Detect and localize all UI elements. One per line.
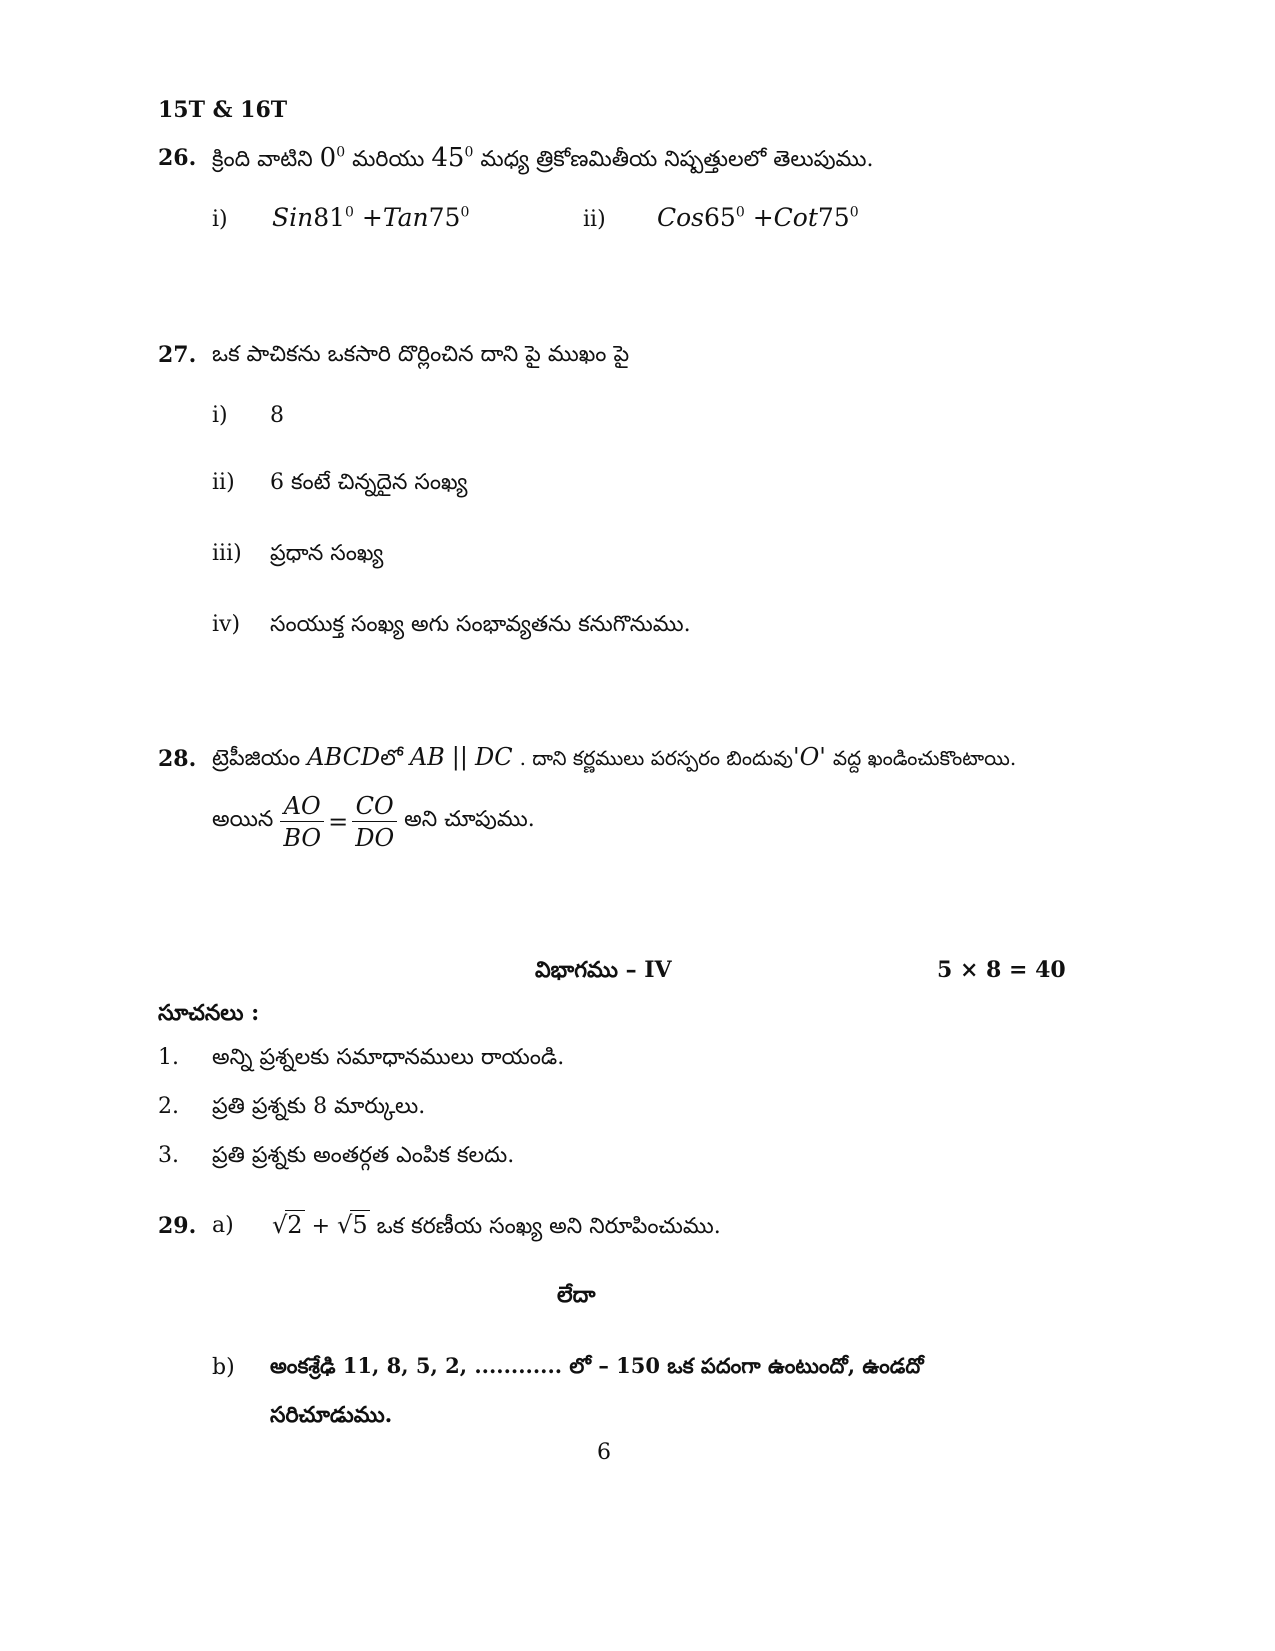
q27-option-label: iv) <box>212 612 241 637</box>
instruction-text: అన్ని ప్రశ్నలకు సమాధానములు రాయండి. <box>212 1045 565 1070</box>
q27-option-label: iii) <box>212 541 242 566</box>
q29-number: 29. <box>158 1213 197 1239</box>
instructions-title: సూచనలు : <box>158 1000 260 1026</box>
q27-option-text: ప్రధాన సంఖ్య <box>270 541 384 566</box>
q26-part-ii-label: ii) <box>583 207 606 232</box>
q28-text: ట్రెపీజియం ABCDలో AB || DC . దాని కర్ణములు పరస్పరం బిందువు'O' వద్ద ఖండించుకొంటాయి. <box>212 743 1017 771</box>
paper-code: 15T & 16T <box>158 97 288 123</box>
q29-part-b-line1: అంకశ్రేఢి 11, 8, 5, 2, ............ లో – 150 ఒక పదంగా ఉంటుందో, ఉండదో <box>270 1353 924 1378</box>
q27-option-text: సంయుక్త సంఖ్య అగు సంభావ్యతను కనుగొనుము. <box>270 612 691 637</box>
page-number: 6 <box>597 1440 611 1465</box>
q29-part-b-line2: సరిచూడుము. <box>270 1402 393 1428</box>
instruction-number: 2. <box>158 1094 179 1119</box>
q27-option-text: 8 <box>270 403 284 428</box>
fraction-ao-bo: $\frac{AO}{BO}$ <box>280 792 324 852</box>
q26-part-i-label: i) <box>212 207 228 232</box>
q27-option-label: i) <box>212 403 228 428</box>
q29-part-a-text: √2 + √5 ఒక కరణీయ సంఖ్య అని నిరూపించుము. <box>272 1211 721 1239</box>
q26-part-ii-expression: $Cos65^0 +Cot75^0$ <box>657 203 859 232</box>
instruction-number: 1. <box>158 1045 179 1070</box>
q27-text: ఒక పాచికను ఒకసారి దొర్లించిన దాని పై ముఖం పై <box>212 342 630 367</box>
or-separator: లేదా <box>557 1282 596 1308</box>
instruction-number: 3. <box>158 1143 179 1168</box>
q26-number: 26. <box>158 145 197 171</box>
section-title: విభాగము – IV <box>535 957 672 983</box>
q26-part-i-expression: $Sin81^0 +Tan75^0$ <box>272 203 470 232</box>
q26-text: క్రింది వాటిని $0^0$ మరియు $45^0$ మధ్య త్రికోణమితీయ నిష్పత్తులలో తెలుపుము. <box>212 143 874 173</box>
q27-option-label: ii) <box>212 470 235 495</box>
q28-fraction-line: అయిన $\frac{AO}{BO}$ = $\frac{CO}{DO}$ అని చూపుము. <box>212 792 535 852</box>
instruction-text: ప్రతి ప్రశ్నకు 8 మార్కులు. <box>212 1094 426 1119</box>
q27-option-text: 6 కంటే చిన్నదైన సంఖ్య <box>270 470 468 495</box>
q29-part-a-label: a) <box>212 1213 234 1238</box>
instruction-text: ప్రతి ప్రశ్నకు అంతర్గత ఎంపిక కలదు. <box>212 1143 515 1168</box>
q27-number: 27. <box>158 342 197 368</box>
q28-number: 28. <box>158 746 197 772</box>
section-marks: 5 × 8 = 40 <box>937 957 1066 983</box>
q29-part-b-label: b) <box>212 1355 235 1380</box>
fraction-co-do: $\frac{CO}{DO}$ <box>352 792 397 852</box>
